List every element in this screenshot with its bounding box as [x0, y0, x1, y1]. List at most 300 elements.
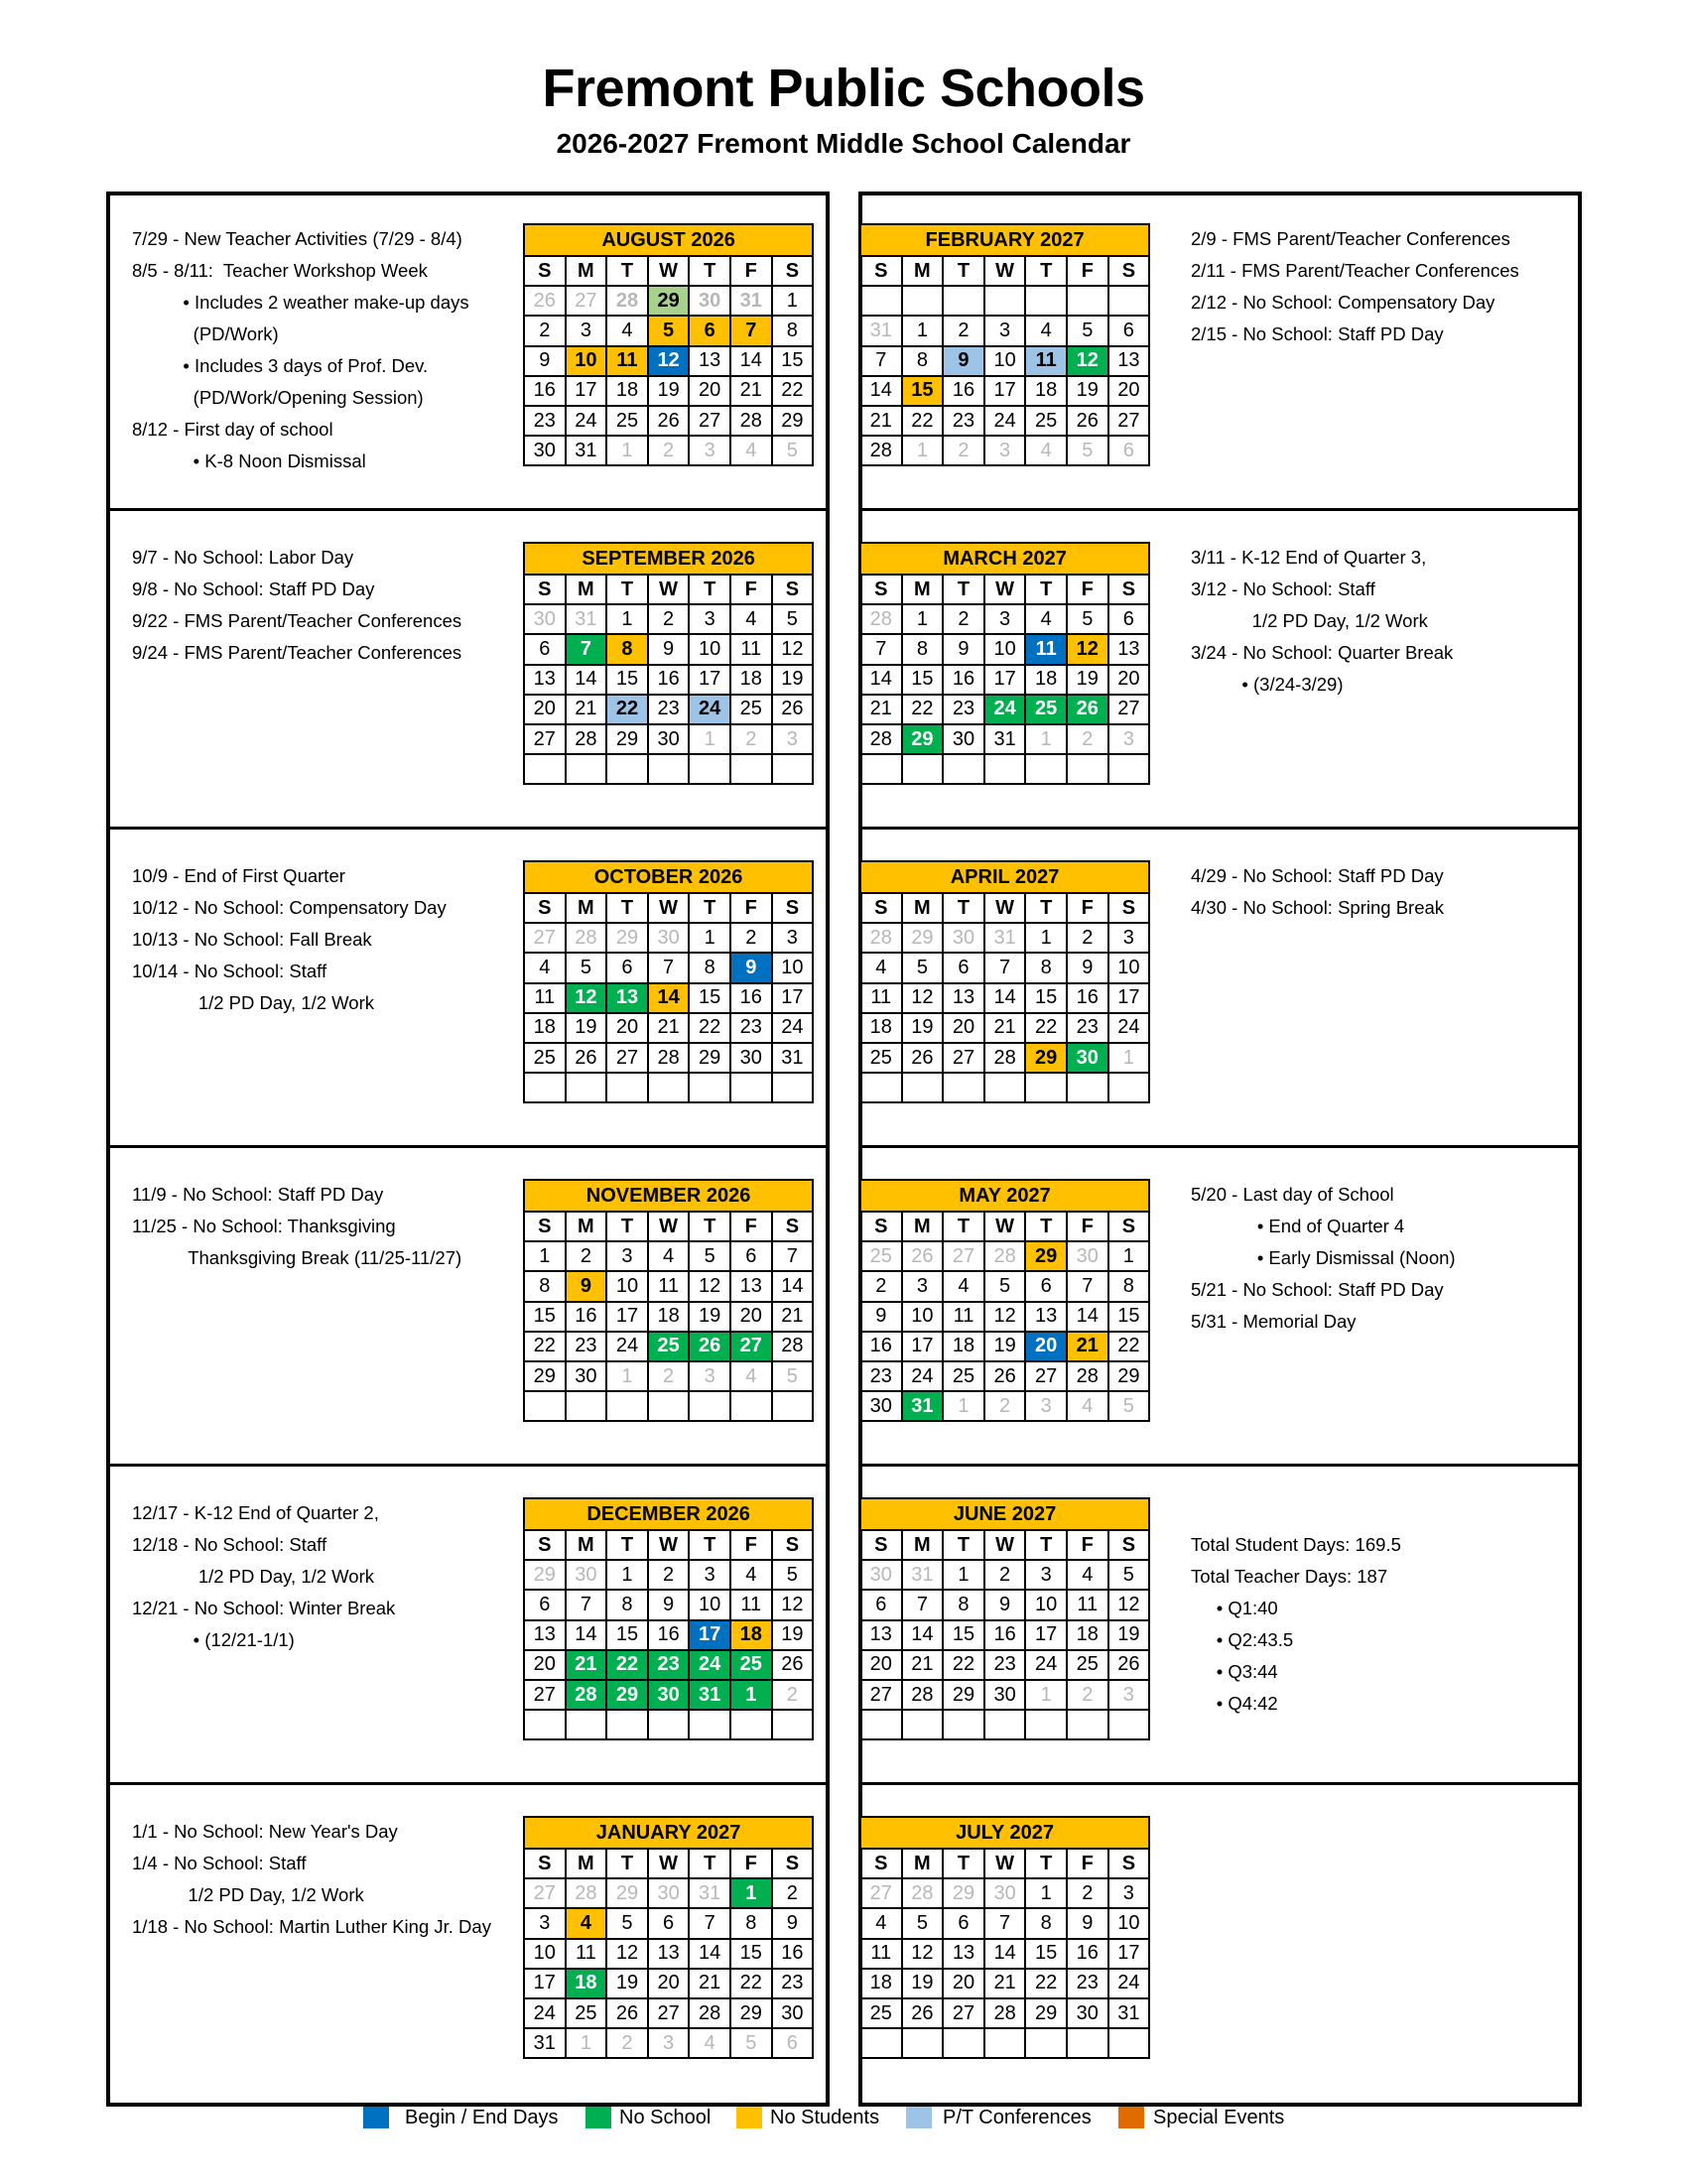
weekday-header: T [943, 1849, 984, 1878]
day-cell: 20 [730, 1302, 772, 1332]
weekday-header: T [689, 893, 730, 923]
note-line: 4/29 - No School: Staff PD Day [1191, 865, 1444, 886]
weekday-header: F [1067, 575, 1108, 604]
day-cell: 30 [1067, 1043, 1108, 1073]
weekday-header: T [606, 575, 648, 604]
day-cell: 1 [772, 286, 814, 316]
day-cell: 5 [606, 1908, 648, 1938]
week-row [524, 2028, 813, 2058]
month-calendar-left-4 [523, 1497, 814, 1740]
day-cell: 28 [772, 1332, 814, 1361]
day-cell: 25 [1067, 1650, 1108, 1680]
weekday-header: M [566, 1849, 607, 1878]
day-cell: 28 [902, 1878, 944, 1908]
weekday-header: T [943, 256, 984, 286]
weekday-header: W [648, 893, 690, 923]
day-cell: 19 [902, 1969, 944, 1998]
weekday-header: S [860, 575, 902, 604]
note-line: Thanksgiving Break (11/25-11/27) [132, 1247, 462, 1268]
day-cell: 4 [648, 1241, 690, 1271]
weekday-header: T [606, 1530, 648, 1560]
note-line: • Includes 2 weather make-up days [132, 292, 469, 313]
weekday-header: S [772, 256, 814, 286]
week-row [524, 316, 813, 345]
month-title: DECEMBER 2026 [524, 1498, 813, 1530]
day-cell: 4 [689, 2028, 730, 2058]
day-cell: 26 [1108, 1650, 1150, 1680]
day-cell: 23 [648, 695, 690, 724]
day-cell: 13 [524, 665, 566, 695]
day-cell: 17 [1108, 1939, 1150, 1969]
day-cell: 28 [566, 1878, 607, 1908]
day-cell: 8 [902, 346, 944, 376]
day-cell: 11 [566, 1939, 607, 1969]
weekday-header: S [1108, 575, 1150, 604]
note-line: • Early Dismissal (Noon) [1191, 1247, 1456, 1268]
day-cell: 2 [648, 604, 690, 634]
day-cell: 13 [730, 1271, 772, 1301]
note-line: 2/15 - No School: Staff PD Day [1191, 323, 1444, 344]
day-cell: 28 [984, 1043, 1026, 1073]
day-cell: 30 [524, 436, 566, 465]
weekday-header: W [984, 1530, 1026, 1560]
notes-left-1 [132, 542, 461, 669]
day-cell: 22 [606, 1650, 648, 1680]
note-line: 3/24 - No School: Quarter Break [1191, 642, 1454, 663]
weekday-header: T [1025, 1849, 1067, 1878]
day-cell [730, 754, 772, 784]
day-cell: 31 [772, 1043, 814, 1073]
day-cell: 18 [566, 1969, 607, 1998]
week-row [860, 1590, 1149, 1619]
notes-left-5 [132, 1816, 491, 1943]
weekday-header: T [606, 1849, 648, 1878]
day-cell: 31 [566, 604, 607, 634]
day-cell: 12 [648, 346, 690, 376]
week-row [524, 754, 813, 784]
day-cell: 13 [606, 983, 648, 1013]
month-calendar-right-1 [859, 542, 1150, 785]
day-cell [1108, 2028, 1150, 2058]
day-cell: 22 [524, 1332, 566, 1361]
week-row [524, 1332, 813, 1361]
day-cell: 5 [1067, 436, 1108, 465]
day-cell: 29 [1025, 1998, 1067, 2028]
day-cell: 19 [1067, 376, 1108, 406]
row-divider [106, 827, 830, 830]
day-cell: 1 [1025, 1680, 1067, 1710]
day-cell: 23 [984, 1650, 1026, 1680]
weekday-header: S [860, 1530, 902, 1560]
day-cell [902, 1710, 944, 1739]
day-cell: 11 [860, 1939, 902, 1969]
day-cell: 31 [1108, 1998, 1150, 2028]
day-cell: 6 [860, 1590, 902, 1619]
day-cell [1025, 754, 1067, 784]
row-divider [106, 508, 830, 511]
week-row [860, 1650, 1149, 1680]
day-cell: 10 [524, 1939, 566, 1969]
week-row [860, 1998, 1149, 2028]
day-cell: 7 [689, 1908, 730, 1938]
day-cell: 2 [772, 1680, 814, 1710]
weekday-header: F [730, 1530, 772, 1560]
row-divider [858, 1145, 1582, 1148]
day-cell: 10 [1108, 1908, 1150, 1938]
day-cell: 29 [772, 406, 814, 436]
day-cell: 24 [689, 695, 730, 724]
day-cell: 13 [689, 346, 730, 376]
day-cell: 25 [860, 1241, 902, 1271]
day-cell: 18 [1067, 1620, 1108, 1650]
week-row [524, 724, 813, 754]
day-cell: 27 [860, 1680, 902, 1710]
day-cell: 1 [730, 1680, 772, 1710]
day-cell: 3 [689, 1560, 730, 1590]
day-cell: 9 [984, 1590, 1026, 1619]
day-cell [648, 1710, 690, 1739]
day-cell: 2 [943, 604, 984, 634]
day-cell: 12 [1108, 1590, 1150, 1619]
day-cell: 1 [902, 436, 944, 465]
weekday-header: M [566, 575, 607, 604]
legend-swatch [363, 2107, 389, 2128]
day-cell: 27 [943, 1241, 984, 1271]
note-line: 1/2 PD Day, 1/2 Work [1191, 610, 1428, 631]
day-cell: 22 [902, 695, 944, 724]
day-cell: 19 [1067, 665, 1108, 695]
row-divider [106, 1464, 830, 1467]
day-cell: 6 [1025, 1271, 1067, 1301]
day-cell: 12 [984, 1302, 1026, 1332]
weekday-header: F [730, 1849, 772, 1878]
day-cell: 1 [689, 923, 730, 953]
week-row [524, 1590, 813, 1619]
day-cell: 16 [1067, 983, 1108, 1013]
day-cell [984, 2028, 1026, 2058]
day-cell: 28 [1067, 1361, 1108, 1391]
day-cell: 26 [524, 286, 566, 316]
day-cell: 16 [860, 1332, 902, 1361]
day-cell: 1 [606, 436, 648, 465]
day-cell: 15 [606, 1620, 648, 1650]
weekday-header: M [902, 575, 944, 604]
day-cell [689, 1710, 730, 1739]
note-line: • (12/21-1/1) [132, 1629, 295, 1650]
day-cell: 25 [730, 1650, 772, 1680]
note-line: 9/7 - No School: Labor Day [132, 547, 354, 568]
weekday-header: T [1025, 1530, 1067, 1560]
day-cell: 10 [902, 1302, 944, 1332]
day-cell: 13 [1025, 1302, 1067, 1332]
day-cell: 7 [566, 634, 607, 664]
day-cell: 31 [902, 1391, 944, 1421]
day-cell [1067, 1073, 1108, 1102]
day-cell: 11 [730, 1590, 772, 1619]
week-row [524, 695, 813, 724]
day-cell: 4 [1067, 1391, 1108, 1421]
week-row [524, 1013, 813, 1043]
day-cell: 22 [606, 695, 648, 724]
day-cell: 29 [606, 724, 648, 754]
day-cell: 25 [860, 1043, 902, 1073]
note-line: 1/2 PD Day, 1/2 Work [132, 1884, 364, 1905]
day-cell: 28 [984, 1998, 1026, 2028]
day-cell: 14 [984, 983, 1026, 1013]
week-row [524, 1620, 813, 1650]
day-cell: 27 [524, 923, 566, 953]
week-row [524, 1710, 813, 1739]
day-cell: 29 [606, 1878, 648, 1908]
day-cell: 18 [606, 376, 648, 406]
day-cell: 9 [943, 346, 984, 376]
day-cell [772, 1073, 814, 1102]
day-cell [1025, 1073, 1067, 1102]
day-cell: 5 [730, 2028, 772, 2058]
week-row [860, 665, 1149, 695]
weekday-header: S [860, 1849, 902, 1878]
week-row [524, 406, 813, 436]
day-cell: 30 [1067, 1998, 1108, 2028]
day-cell: 3 [566, 316, 607, 345]
day-cell: 13 [1108, 634, 1150, 664]
day-cell: 17 [1025, 1620, 1067, 1650]
week-row [860, 1332, 1149, 1361]
weekday-header: S [1108, 1530, 1150, 1560]
day-cell: 1 [1108, 1241, 1150, 1271]
week-row [524, 1878, 813, 1908]
day-cell: 1 [943, 1560, 984, 1590]
day-cell: 5 [648, 316, 690, 345]
day-cell: 6 [943, 1908, 984, 1938]
day-cell: 17 [524, 1969, 566, 1998]
day-cell [730, 1391, 772, 1421]
day-cell: 1 [730, 1878, 772, 1908]
day-cell: 2 [984, 1560, 1026, 1590]
note-line: • Includes 3 days of Prof. Dev. [132, 355, 429, 376]
day-cell [772, 1391, 814, 1421]
notes-right-1 [1191, 542, 1453, 701]
day-cell [1067, 2028, 1108, 2058]
day-cell: 12 [606, 1939, 648, 1969]
month-title: AUGUST 2026 [524, 224, 813, 256]
day-cell: 25 [943, 1361, 984, 1391]
day-cell: 18 [943, 1332, 984, 1361]
week-row [524, 1361, 813, 1391]
day-cell: 22 [1108, 1332, 1150, 1361]
day-cell: 20 [943, 1013, 984, 1043]
day-cell: 11 [524, 983, 566, 1013]
day-cell: 8 [1025, 1908, 1067, 1938]
day-cell [606, 1073, 648, 1102]
weekday-header: F [1067, 893, 1108, 923]
day-cell: 18 [1025, 376, 1067, 406]
day-cell: 28 [902, 1680, 944, 1710]
day-cell: 18 [730, 665, 772, 695]
day-cell: 19 [648, 376, 690, 406]
day-cell [1067, 754, 1108, 784]
day-cell: 6 [1108, 316, 1150, 345]
day-cell: 19 [566, 1013, 607, 1043]
weekday-header: M [566, 1212, 607, 1241]
day-cell: 5 [902, 1908, 944, 1938]
day-cell: 5 [689, 1241, 730, 1271]
row-divider [858, 1782, 1582, 1785]
day-cell: 2 [1067, 923, 1108, 953]
day-cell: 16 [772, 1939, 814, 1969]
day-cell: 30 [984, 1680, 1026, 1710]
notes-left-2 [132, 860, 447, 1019]
day-cell [984, 286, 1026, 316]
day-cell: 7 [984, 953, 1026, 982]
day-cell: 15 [524, 1302, 566, 1332]
day-cell: 26 [689, 1332, 730, 1361]
day-cell: 7 [1067, 1271, 1108, 1301]
day-cell: 1 [1025, 1878, 1067, 1908]
day-cell: 27 [1108, 406, 1150, 436]
weekday-header: S [524, 575, 566, 604]
day-cell: 12 [902, 1939, 944, 1969]
day-cell: 12 [566, 983, 607, 1013]
day-cell: 2 [648, 1560, 690, 1590]
day-cell: 19 [902, 1013, 944, 1043]
day-cell: 29 [524, 1560, 566, 1590]
day-cell: 5 [1108, 1560, 1150, 1590]
note-line: • Q4:42 [1191, 1693, 1278, 1714]
day-cell: 30 [689, 286, 730, 316]
day-cell: 3 [524, 1908, 566, 1938]
weekday-header: T [943, 893, 984, 923]
day-cell: 5 [772, 1560, 814, 1590]
day-cell: 12 [772, 634, 814, 664]
day-cell: 29 [524, 1361, 566, 1391]
week-row [860, 634, 1149, 664]
day-cell: 18 [524, 1013, 566, 1043]
week-row [524, 376, 813, 406]
day-cell: 27 [860, 1878, 902, 1908]
day-cell: 14 [902, 1620, 944, 1650]
weekday-header: T [689, 1212, 730, 1241]
day-cell: 27 [1108, 695, 1150, 724]
day-cell: 30 [524, 604, 566, 634]
day-cell: 8 [730, 1908, 772, 1938]
day-cell: 22 [902, 406, 944, 436]
weekday-header: S [524, 1530, 566, 1560]
note-line: 10/12 - No School: Compensatory Day [132, 897, 447, 918]
day-cell: 30 [1067, 1241, 1108, 1271]
day-cell: 24 [1025, 1650, 1067, 1680]
day-cell [1067, 286, 1108, 316]
row-divider [858, 827, 1582, 830]
day-cell: 24 [1108, 1969, 1150, 1998]
day-cell: 3 [606, 1241, 648, 1271]
day-cell: 28 [860, 436, 902, 465]
day-cell: 20 [943, 1969, 984, 1998]
day-cell: 23 [1067, 1969, 1108, 1998]
day-cell: 1 [606, 1560, 648, 1590]
weekday-header: F [1067, 256, 1108, 286]
day-cell: 4 [730, 1560, 772, 1590]
day-cell [524, 1710, 566, 1739]
note-line: • Q3:44 [1191, 1661, 1278, 1682]
day-cell: 4 [1067, 1560, 1108, 1590]
day-cell: 24 [689, 1650, 730, 1680]
day-cell: 29 [730, 1998, 772, 2028]
note-line: • Q1:40 [1191, 1598, 1278, 1618]
day-cell: 5 [984, 1271, 1026, 1301]
day-cell: 10 [689, 634, 730, 664]
day-cell: 24 [524, 1998, 566, 2028]
day-cell: 15 [772, 346, 814, 376]
day-cell: 8 [606, 1590, 648, 1619]
month-calendar-left-5 [523, 1816, 814, 2059]
day-cell [902, 2028, 944, 2058]
month-title: JUNE 2027 [860, 1498, 1149, 1530]
day-cell: 28 [566, 923, 607, 953]
day-cell: 8 [1025, 953, 1067, 982]
day-cell: 29 [902, 724, 944, 754]
day-cell: 11 [1067, 1590, 1108, 1619]
day-cell [1108, 1073, 1150, 1102]
day-cell: 3 [1108, 923, 1150, 953]
row-divider [106, 1782, 830, 1785]
day-cell: 23 [943, 695, 984, 724]
day-cell: 8 [524, 1271, 566, 1301]
day-cell: 17 [772, 983, 814, 1013]
day-cell: 22 [1025, 1013, 1067, 1043]
day-cell: 27 [689, 406, 730, 436]
week-row [524, 1043, 813, 1073]
weekday-header: W [984, 893, 1026, 923]
day-cell: 12 [902, 983, 944, 1013]
weekday-header: M [902, 256, 944, 286]
day-cell: 1 [943, 1391, 984, 1421]
day-cell: 3 [902, 1271, 944, 1301]
day-cell [1108, 754, 1150, 784]
day-cell: 22 [689, 1013, 730, 1043]
day-cell [1025, 286, 1067, 316]
day-cell [984, 1073, 1026, 1102]
note-line: • (3/24-3/29) [1191, 674, 1344, 695]
day-cell: 1 [902, 316, 944, 345]
day-cell: 5 [1067, 604, 1108, 634]
month-title: SEPTEMBER 2026 [524, 543, 813, 575]
day-cell: 14 [566, 1620, 607, 1650]
weekday-header: W [648, 1212, 690, 1241]
day-cell: 27 [1025, 1361, 1067, 1391]
day-cell [902, 1073, 944, 1102]
notes-right-2 [1191, 860, 1444, 924]
day-cell: 31 [524, 2028, 566, 2058]
week-row [860, 1043, 1149, 1073]
day-cell: 24 [902, 1361, 944, 1391]
day-cell [943, 286, 984, 316]
note-line: 12/17 - K-12 End of Quarter 2, [132, 1502, 379, 1523]
day-cell: 9 [1067, 1908, 1108, 1938]
day-cell: 19 [772, 665, 814, 695]
day-cell: 30 [984, 1878, 1026, 1908]
week-row [524, 286, 813, 316]
day-cell: 17 [984, 665, 1026, 695]
day-cell: 4 [606, 316, 648, 345]
day-cell: 1 [524, 1241, 566, 1271]
day-cell: 20 [524, 695, 566, 724]
day-cell: 23 [860, 1361, 902, 1391]
day-cell: 2 [648, 1361, 690, 1391]
day-cell [984, 754, 1026, 784]
weekday-header: S [524, 893, 566, 923]
day-cell: 29 [943, 1680, 984, 1710]
